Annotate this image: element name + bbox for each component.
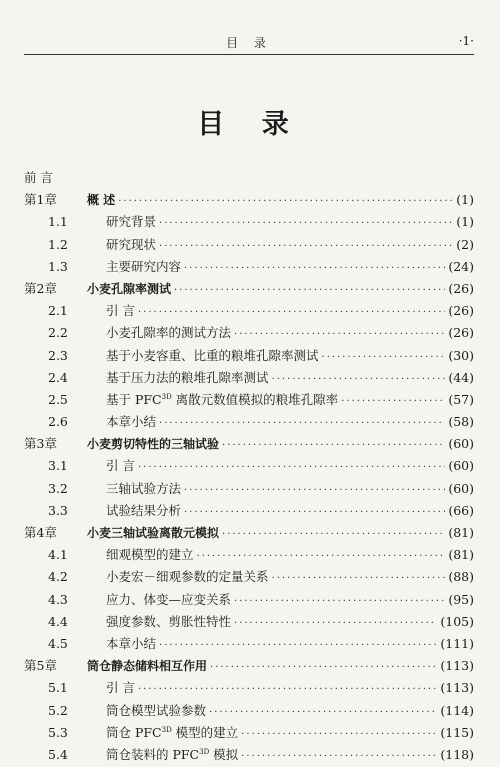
toc-page-number: (58) xyxy=(448,414,474,430)
toc-chapter-row[interactable] xyxy=(24,656,474,678)
toc-section-row[interactable] xyxy=(24,412,474,434)
toc-leader-dots xyxy=(234,618,437,629)
toc-page-number: (2) xyxy=(456,236,474,252)
toc-section-row[interactable] xyxy=(24,323,474,345)
toc-entry-title: 筒仓模型试验参数 xyxy=(106,702,207,718)
toc-entry-number: 5.4 xyxy=(48,746,68,762)
toc-section-row[interactable] xyxy=(24,701,474,723)
toc-leader-dots xyxy=(174,285,445,296)
toc-page-number: (26) xyxy=(448,325,474,341)
toc-leader-dots xyxy=(234,596,445,607)
running-head xyxy=(24,34,474,55)
toc-section-row[interactable] xyxy=(24,678,474,700)
toc-leader-dots xyxy=(322,352,446,363)
toc-entry-title: 筒仓静态储料相互作用 xyxy=(87,659,208,674)
toc-page-number: (60) xyxy=(448,436,474,452)
toc-section-row[interactable] xyxy=(24,390,474,412)
toc-entry-number: 4.3 xyxy=(48,591,68,607)
toc-entry-title: 引 言 xyxy=(106,303,135,319)
toc-entry-title: 小麦剪切特性的三轴试验 xyxy=(87,437,220,452)
toc-entry-number: 1.1 xyxy=(48,214,68,230)
toc-preface[interactable] xyxy=(24,168,474,190)
toc-page-number: (88) xyxy=(448,569,474,585)
toc-section-row[interactable] xyxy=(24,634,474,656)
toc-entry-number: 5.3 xyxy=(48,724,68,740)
toc-entry-title: 基于压力法的粮堆孔隙率测试 xyxy=(106,369,269,385)
toc-entry-title: 筒仓 $PFC^{3D}$ 模型的建立 xyxy=(106,724,239,740)
toc-entry-number: 3.3 xyxy=(48,502,68,518)
toc-section-row[interactable] xyxy=(24,612,474,634)
toc-entry-number: 第3章 xyxy=(24,436,57,452)
toc-entry-title: 筒仓装料的 $PFC^{3D}$ 模拟 xyxy=(106,746,239,762)
toc-entry-title: 细观模型的建立 xyxy=(106,547,194,563)
toc-leader-dots xyxy=(222,440,445,451)
toc-chapter-row[interactable] xyxy=(24,434,474,456)
toc-leader-dots xyxy=(197,551,446,562)
toc-entry-number: 2.6 xyxy=(48,414,68,430)
toc-entry-number: 2.1 xyxy=(48,303,68,319)
toc-page-number: (114) xyxy=(440,702,474,718)
toc-leader-dots xyxy=(210,662,437,673)
toc-leader-dots xyxy=(138,307,445,318)
toc-entry-number: 5.1 xyxy=(48,680,68,696)
toc-entry-title: 小麦宏－细观参数的定量关系 xyxy=(106,569,269,585)
toc-entry-number: 第1章 xyxy=(24,192,57,208)
toc-entry-number: 4.1 xyxy=(48,547,68,563)
toc-page-number: (66) xyxy=(448,502,474,518)
toc-page-number: (26) xyxy=(448,303,474,319)
toc-preface-label: 前 言 xyxy=(24,170,53,185)
toc-leader-dots xyxy=(159,640,437,651)
toc-leader-dots xyxy=(118,196,453,207)
toc-leader-dots xyxy=(159,218,453,229)
toc-page-number: (44) xyxy=(448,369,474,385)
toc-leader-dots xyxy=(272,374,446,385)
toc-section-row[interactable] xyxy=(24,235,474,257)
toc-section-row[interactable] xyxy=(24,745,474,767)
toc-section-row[interactable] xyxy=(24,590,474,612)
toc-page-number: (60) xyxy=(448,458,474,474)
toc-section-row[interactable] xyxy=(24,301,474,323)
toc-entry-number: 4.5 xyxy=(48,635,68,651)
running-head-page-number: ·1· xyxy=(458,34,474,48)
toc-entry-number: 第2章 xyxy=(24,280,57,296)
toc-entry-title: 本章小结 xyxy=(106,635,157,651)
toc-entry-title: 概 述 xyxy=(87,193,116,208)
toc-leader-dots xyxy=(184,507,445,518)
toc-section-row[interactable] xyxy=(24,346,474,368)
toc-leader-dots xyxy=(159,418,445,429)
toc-page-number: (113) xyxy=(440,680,474,696)
toc-section-row[interactable] xyxy=(24,479,474,501)
toc-entry-number: 1.2 xyxy=(48,236,68,252)
toc-entry-title: 应力、体变—应变关系 xyxy=(106,591,232,607)
toc-leader-dots xyxy=(159,241,453,252)
toc-leader-dots xyxy=(138,462,445,473)
toc-chapter-row[interactable] xyxy=(24,523,474,545)
running-head-title: 目 录 xyxy=(226,36,272,50)
toc-leader-dots xyxy=(241,729,437,740)
toc-leader-dots xyxy=(138,684,437,695)
toc-entry-title: 基于小麦容重、比重的粮堆孔隙率测试 xyxy=(106,347,319,363)
toc-entry-title: 三轴试验方法 xyxy=(106,480,182,496)
toc-page-number: (30) xyxy=(448,347,474,363)
toc-leader-dots xyxy=(272,573,446,584)
toc-entry-title: 引 言 xyxy=(106,458,135,474)
toc-section-row[interactable] xyxy=(24,368,474,390)
toc-section-row[interactable] xyxy=(24,212,474,234)
toc-entry-title: 研究现状 xyxy=(106,236,157,252)
toc-entry-number: 第5章 xyxy=(24,658,57,674)
toc-page-number: (115) xyxy=(440,724,474,740)
toc-chapter-row[interactable] xyxy=(24,279,474,301)
toc-page-number: (118) xyxy=(440,746,474,762)
table-of-contents xyxy=(24,168,474,767)
toc-entry-number: 4.2 xyxy=(48,569,68,585)
toc-page-number: (81) xyxy=(448,547,474,563)
toc-entry-number: 2.5 xyxy=(48,391,68,407)
toc-leader-dots xyxy=(241,751,437,762)
toc-entry-title: 主要研究内容 xyxy=(106,258,182,274)
toc-section-row[interactable] xyxy=(24,257,474,279)
toc-page-number: (24) xyxy=(448,258,474,274)
toc-page-number: (1) xyxy=(456,214,474,230)
toc-page-number: (57) xyxy=(448,391,474,407)
toc-section-row[interactable] xyxy=(24,567,474,589)
toc-leader-dots xyxy=(234,329,445,340)
toc-entry-title: 小麦三轴试验离散元模拟 xyxy=(87,526,220,540)
toc-entry-title: 研究背景 xyxy=(106,214,157,230)
toc-entry-number: 4.4 xyxy=(48,613,68,629)
toc-leader-dots xyxy=(222,529,445,540)
toc-entry-title: 本章小结 xyxy=(106,414,157,430)
toc-entry-number: 1.3 xyxy=(48,258,68,274)
toc-entry-title: 小麦孔隙率的测试方法 xyxy=(106,325,232,341)
toc-section-row[interactable] xyxy=(24,545,474,567)
toc-leader-dots xyxy=(209,707,437,718)
toc-entry-number: 第4章 xyxy=(24,525,57,540)
toc-page-number: (111) xyxy=(440,635,474,651)
toc-entry-number: 2.2 xyxy=(48,325,68,341)
toc-chapter-row[interactable] xyxy=(24,190,474,212)
toc-entry-title: 基于 $PFC^{3D}$ 离散元数值模拟的粮堆孔隙率 xyxy=(106,391,339,407)
toc-entry-number: 5.2 xyxy=(48,702,68,718)
page-title: 目 录 xyxy=(197,109,303,140)
toc-page-number: (26) xyxy=(448,280,474,296)
toc-section-row[interactable] xyxy=(24,456,474,478)
toc-leader-dots xyxy=(341,396,445,407)
toc-entry-number: 2.4 xyxy=(48,369,68,385)
toc-entry-number: 2.3 xyxy=(48,347,68,363)
toc-entry-title: 引 言 xyxy=(106,680,135,696)
toc-leader-dots xyxy=(184,263,445,274)
toc-entry-title: 小麦孔隙率测试 xyxy=(87,281,172,296)
toc-page-number: (105) xyxy=(440,613,474,629)
toc-entry-number: 3.1 xyxy=(48,458,68,474)
toc-entry-title: 试验结果分析 xyxy=(106,502,182,518)
toc-entry-title: 强度参数、剪胀性特性 xyxy=(106,613,232,629)
toc-page-number: (113) xyxy=(440,658,474,674)
toc-page-number: (1) xyxy=(456,192,474,208)
toc-entry-number: 3.2 xyxy=(48,480,68,496)
toc-page-number: (81) xyxy=(448,525,474,540)
toc-leader-dots xyxy=(184,485,445,496)
toc-page-number: (95) xyxy=(448,591,474,607)
toc-page-number: (60) xyxy=(448,480,474,496)
toc-section-row[interactable] xyxy=(24,723,474,745)
toc-section-row[interactable] xyxy=(24,501,474,523)
